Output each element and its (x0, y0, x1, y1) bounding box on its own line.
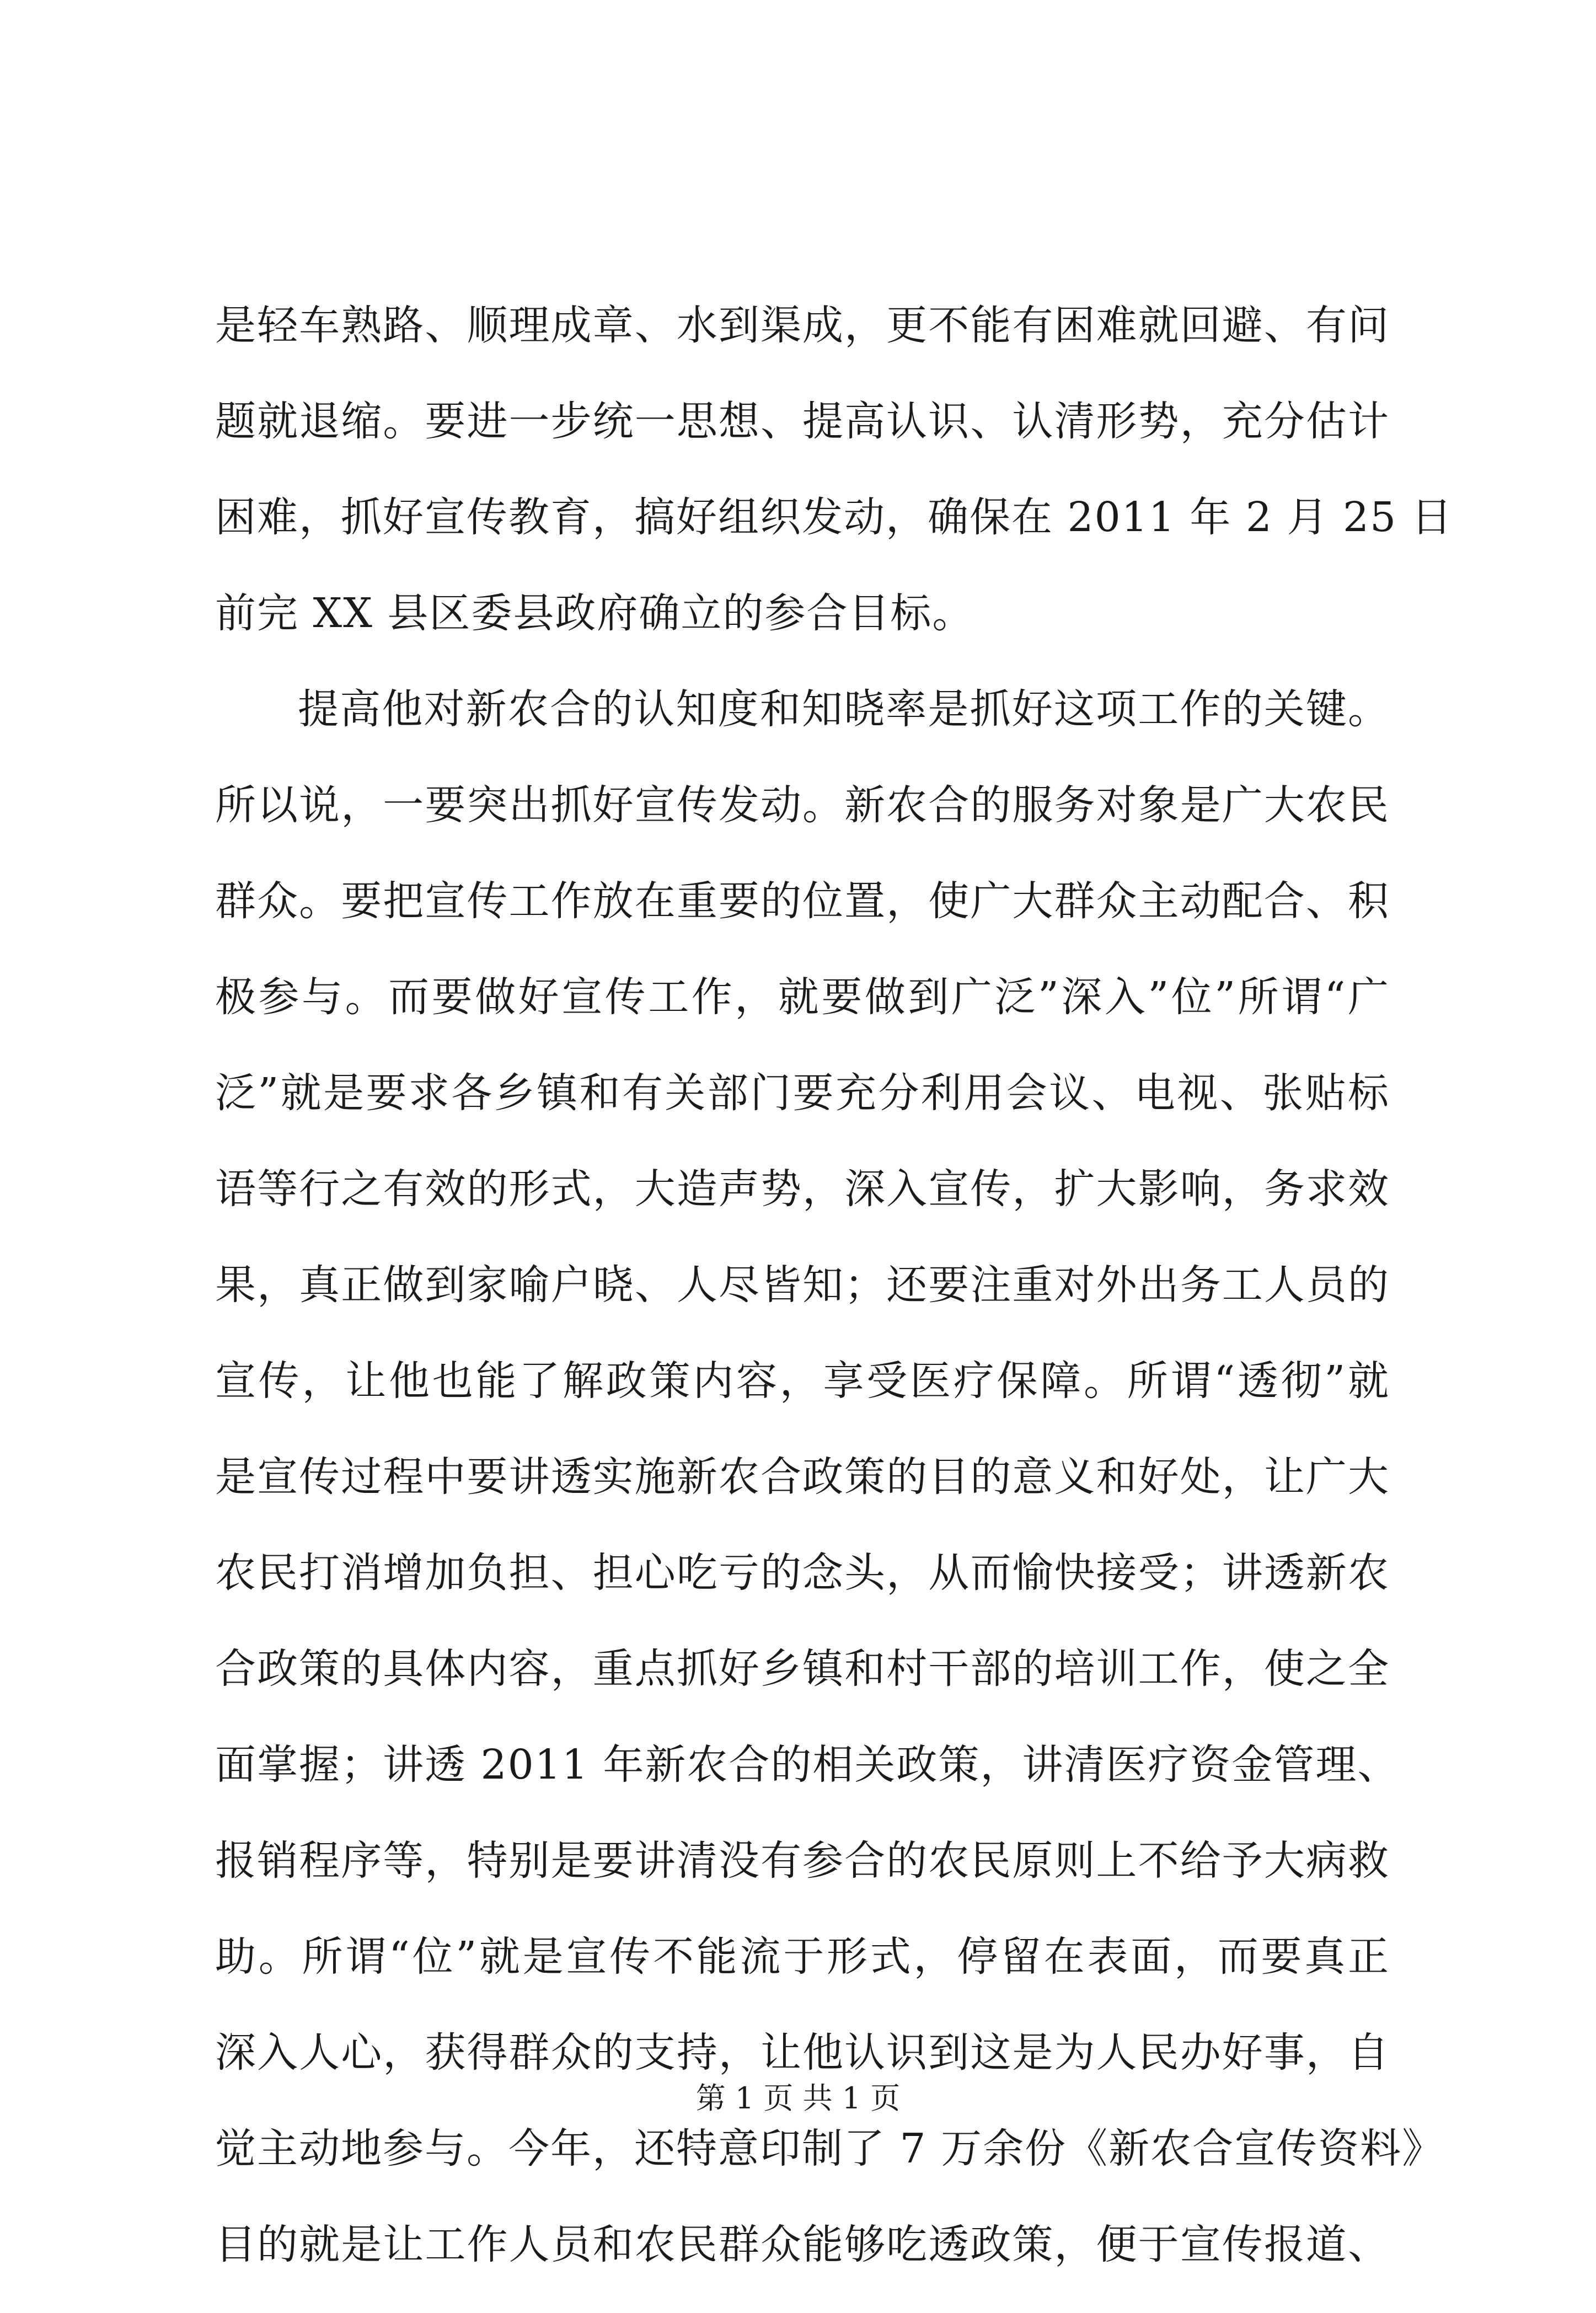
page-footer (0, 2079, 1596, 2118)
text-line: 助。所谓“位”就是宣传不能流于形式，停留在表面，而要真正 (215, 1933, 1390, 1980)
text-line: 语等行之有效的形式，大造声势，深入宣传，扩大影响，务求效 (215, 1165, 1390, 1213)
text-line: 深入人心，获得群众的支持，让他认识到这是为人民办好事，自 (215, 2029, 1390, 2076)
text-line: 极参与。而要做好宣传工作，就要做到广泛”深入”位”所谓“广 (215, 973, 1390, 1021)
document-body (215, 298, 1453, 2313)
text-line: 题就退缩。要进一步统一思想、提高认识、认清形势，充分估计 (215, 398, 1390, 445)
text-line: 是宣传过程中要讲透实施新农合政策的目的意义和好处，让广大 (215, 1453, 1390, 1501)
text-line: 面掌握；讲透 2011 年新农合的相关政策，讲清医疗资金管理、 (215, 1741, 1400, 1789)
text-line: 目的就是让工作人员和农民群众能够吃透政策，便于宣传报道、 (215, 2221, 1390, 2268)
text-line: 合政策的具体内容，重点抓好乡镇和村干部的培训工作，使之全 (215, 1645, 1390, 1693)
text-line: 果，真正做到家喻户晓、人尽皆知；还要注重对外出务工人员的 (215, 1261, 1390, 1309)
text-line: 所以说，一要突出抓好宣传发动。新农合的服务对象是广大农民 (215, 781, 1390, 829)
text-line: 是轻车熟路、顺理成章、水到渠成，更不能有困难就回避、有问 (215, 302, 1390, 349)
text-line: 泛”就是要求各乡镇和有关部门要充分利用会议、电视、张贴标 (215, 1069, 1390, 1117)
page-number-label: 第 1 页 共 1 页 (695, 2081, 901, 2116)
text-line: 提高他对新农合的认知度和知晓率是抓好这项工作的关键。 (298, 686, 1390, 733)
text-line: 宣传，让他也能了解政策内容，享受医疗保障。所谓“透彻”就 (215, 1357, 1390, 1405)
text-line: 报销程序等，特别是要讲清没有参合的农民原则上不给予大病救 (215, 1837, 1390, 1884)
text-line: 农民打消增加负担、担心吃亏的念头，从而愉快接受；讲透新农 (215, 1549, 1390, 1597)
text-line: 前完 XX 县区委县政府确立的参合目标。 (215, 590, 974, 637)
text-line: 觉主动地参与。今年，还特意印制了 7 万余份《新农合宣传资料》 (215, 2125, 1444, 2172)
text-line: 群众。要把宣传工作放在重要的位置，使广大群众主动配合、积 (215, 877, 1390, 925)
text-line: 困难，抓好宣传教育，搞好组织发动，确保在 2011 年 2 月 25 日 (215, 494, 1453, 541)
